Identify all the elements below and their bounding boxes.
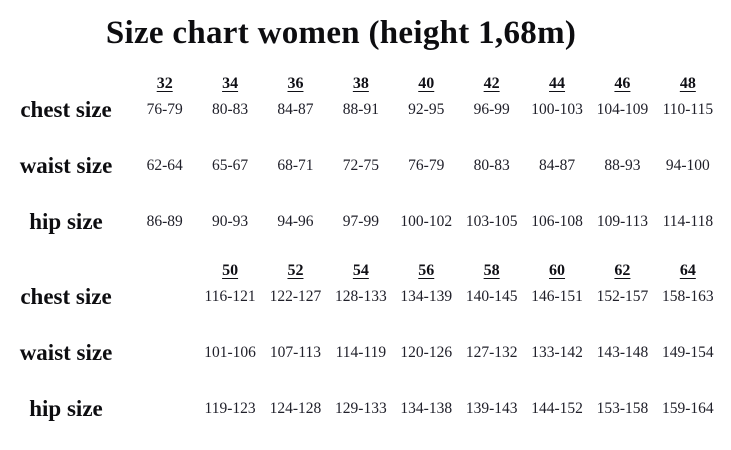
chest-size-row-1 bbox=[0, 97, 731, 123]
size-value: 97-99 bbox=[342, 213, 379, 230]
size-value: 119-123 bbox=[204, 400, 256, 417]
size-value: 120-126 bbox=[400, 344, 453, 361]
size-value: 88-91 bbox=[342, 101, 379, 118]
size-value: 88-93 bbox=[604, 157, 641, 174]
size-value: 129-133 bbox=[335, 400, 387, 417]
size-value: 94-96 bbox=[277, 213, 314, 230]
size-value: 140-145 bbox=[465, 288, 518, 305]
size-header: 48 bbox=[679, 75, 696, 92]
row-label-chest: chest size bbox=[20, 97, 112, 122]
row-label-hip: hip size bbox=[29, 396, 103, 421]
size-header-row-1 bbox=[0, 75, 731, 93]
size-value: 96-99 bbox=[473, 101, 510, 118]
size-value: 134-139 bbox=[400, 288, 453, 305]
chest-size-row-2 bbox=[0, 284, 731, 310]
size-header: 56 bbox=[418, 262, 435, 279]
size-header: 38 bbox=[352, 75, 369, 92]
row-label-chest: chest size bbox=[20, 284, 112, 309]
size-value: 133-142 bbox=[531, 344, 583, 361]
size-value: 146-151 bbox=[531, 288, 583, 305]
size-value: 116-121 bbox=[204, 288, 256, 305]
row-label-waist: waist size bbox=[19, 153, 113, 178]
size-header: 60 bbox=[549, 262, 566, 279]
size-value: 128-133 bbox=[335, 288, 387, 305]
size-value: 103-105 bbox=[465, 213, 518, 230]
size-header: 34 bbox=[222, 75, 239, 92]
size-value: 86-89 bbox=[146, 213, 183, 230]
size-value: 104-109 bbox=[596, 101, 649, 118]
size-header: 54 bbox=[352, 262, 369, 279]
size-value: 100-102 bbox=[400, 213, 453, 230]
size-value: 134-138 bbox=[400, 400, 453, 417]
size-value: 76-79 bbox=[146, 101, 183, 118]
size-value: 127-132 bbox=[465, 344, 518, 361]
size-value: 159-164 bbox=[661, 400, 714, 417]
size-header: 42 bbox=[483, 75, 500, 92]
size-header: 58 bbox=[483, 262, 500, 279]
size-header: 32 bbox=[156, 75, 173, 92]
size-value: 110-115 bbox=[662, 101, 714, 118]
size-value: 106-108 bbox=[531, 213, 583, 230]
size-value: 92-95 bbox=[408, 101, 445, 118]
size-value: 68-71 bbox=[277, 157, 314, 174]
hip-size-row-2 bbox=[0, 396, 731, 422]
size-value: 152-157 bbox=[596, 288, 649, 305]
size-header: 40 bbox=[418, 75, 435, 92]
size-value: 153-158 bbox=[596, 400, 649, 417]
size-value: 72-75 bbox=[342, 157, 379, 174]
waist-size-row-2 bbox=[0, 340, 731, 366]
row-label-hip: hip size bbox=[29, 209, 103, 234]
size-value: 107-113 bbox=[269, 344, 322, 361]
size-value: 65-67 bbox=[212, 157, 249, 174]
size-value: 101-106 bbox=[204, 344, 256, 361]
size-header: 46 bbox=[614, 75, 631, 92]
size-value: 124-128 bbox=[269, 400, 322, 417]
size-value: 80-83 bbox=[473, 157, 510, 174]
size-value: 62-64 bbox=[146, 157, 183, 174]
size-value: 84-87 bbox=[277, 101, 314, 118]
size-value: 144-152 bbox=[531, 400, 583, 417]
size-value: 143-148 bbox=[596, 344, 649, 361]
size-header: 44 bbox=[549, 75, 566, 92]
row-label-waist: waist size bbox=[19, 340, 113, 365]
size-value: 76-79 bbox=[408, 157, 445, 174]
size-value: 114-118 bbox=[662, 213, 714, 230]
size-value: 90-93 bbox=[212, 213, 249, 230]
size-header-row-2 bbox=[0, 262, 731, 280]
size-value: 122-127 bbox=[269, 288, 322, 305]
size-value: 158-163 bbox=[661, 288, 714, 305]
size-value: 100-103 bbox=[531, 101, 583, 118]
page-title: Size chart women (height 1,68m) bbox=[105, 15, 577, 51]
size-value: 114-119 bbox=[335, 344, 387, 361]
size-value: 94-100 bbox=[665, 157, 710, 174]
size-header: 64 bbox=[679, 262, 696, 279]
waist-size-row-1 bbox=[0, 153, 731, 179]
size-header: 36 bbox=[287, 75, 304, 92]
size-value: 149-154 bbox=[661, 344, 714, 361]
size-header: 52 bbox=[287, 262, 304, 279]
hip-size-row-1 bbox=[0, 209, 731, 235]
size-header: 50 bbox=[222, 262, 239, 279]
size-value: 139-143 bbox=[465, 400, 518, 417]
size-header: 62 bbox=[614, 262, 631, 279]
size-value: 80-83 bbox=[212, 101, 249, 118]
size-value: 109-113 bbox=[596, 213, 648, 230]
size-value: 84-87 bbox=[538, 157, 576, 174]
